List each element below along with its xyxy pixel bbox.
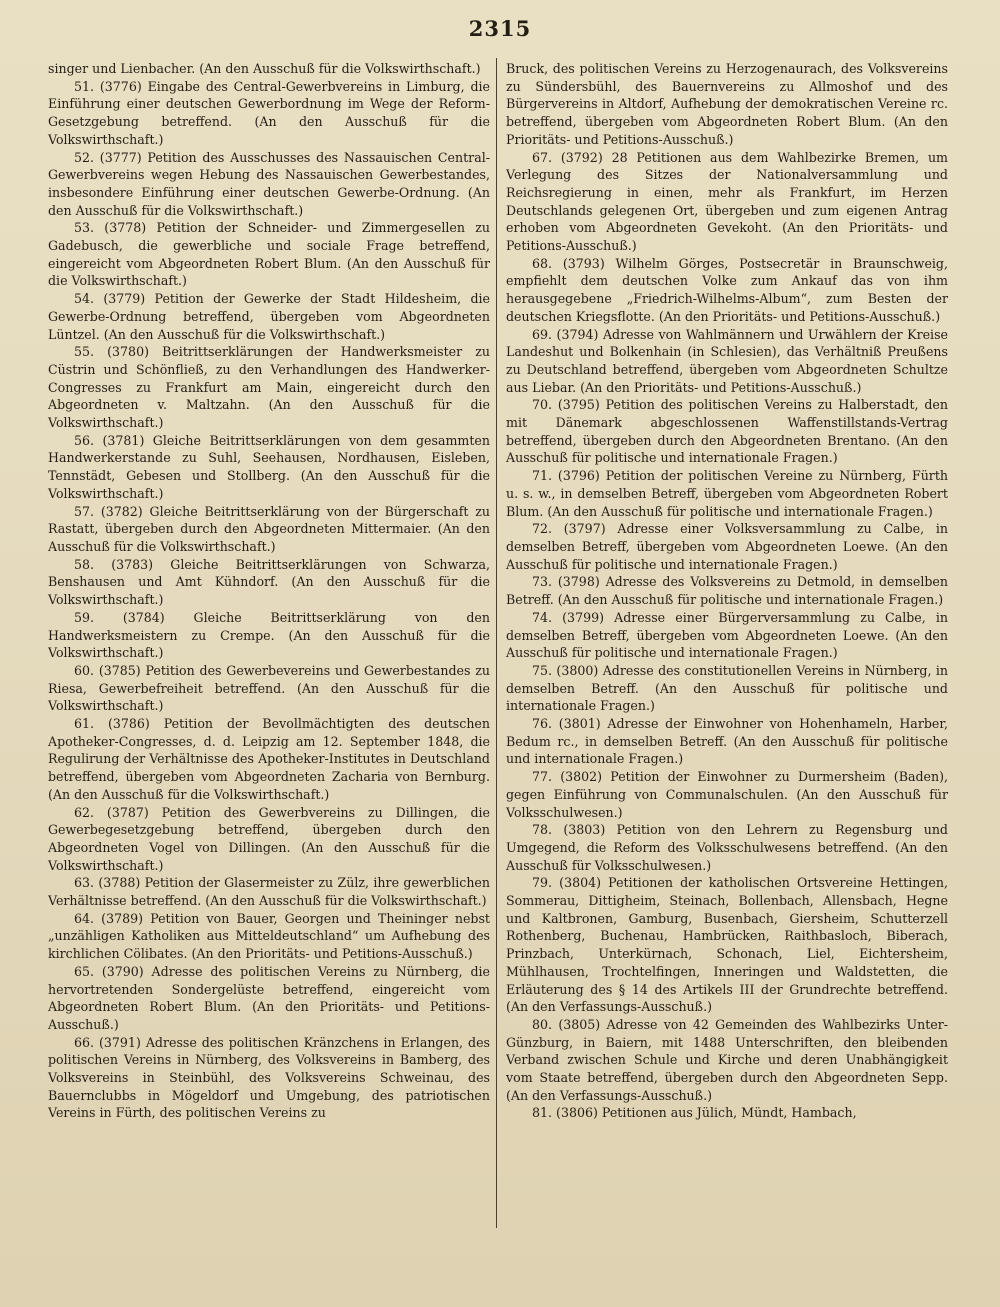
entry-paragraph: 67. (3792) 28 Petitionen aus dem Wahlbezirke Bremen, um Verlegung des Sitzes der Nationalversammlung und Reichsregierung in einen, mehr als Frankfurt, im Herzen Deutschlands gelegenen Ort, übergeben und zum eigenen Antrag erhoben vom Abgeordneten Gevekoht. (An den Prioritäts- und Petitions-Ausschuß.) xyxy=(506,149,948,254)
entry-paragraph: 72. (3797) Adresse einer Volksversammlung zu Calbe, in demselben Betreff, übergeben vom Abgeordneten Loewe. (An den Ausschuß für politische und internationale Fragen.) xyxy=(506,521,948,572)
right-column xyxy=(506,60,948,1122)
entry-paragraph: 71. (3796) Petition der politischen Vereine zu Nürnberg, Fürth u. s. w., in demselben Betreff, übergeben vom Abgeordneten Robert Blum. (An den Ausschuß für politische und internationale Fragen.) xyxy=(506,468,948,519)
entry-paragraph: 75. (3800) Adresse des constitutionellen Vereins in Nürnberg, in demselben Betreff. (An den Ausschuß für politische und internationale Fragen.) xyxy=(506,662,948,714)
entry-paragraph: 66. (3791) Adresse des politischen Kränzchens in Erlangen, des politischen Vereins in Nürnberg, des Volksvereins in Bamberg, des Volksvereins in Steinbühl, des Volksvereins Schweinau, des Bauernclubbs in Mögeldorf und Umgebung, des patriotischen Vereins in Fürth, des politischen Vereins zu xyxy=(48,1034,490,1121)
entry-paragraph: 81. (3806) Petitionen aus Jülich, Mündt, Hambach, xyxy=(532,1105,857,1121)
entry-paragraph: 58. (3783) Gleiche Beitrittserklärungen von Schwarza, Benshausen und Amt Kühndorf. (An den Ausschuß für die Volkswirthschaft.) xyxy=(48,556,490,608)
entry-paragraph: 60. (3785) Petition des Gewerbevereins und Gewerbestandes zu Riesa, Gewerbefreiheit betreffend. (An den Ausschuß für die Volkswirthschaft.) xyxy=(48,662,490,714)
left-column xyxy=(48,60,490,1122)
entry-paragraph: 59. (3784) Gleiche Beitrittserklärung von den Handwerksmeistern zu Crempe. (An den Ausschuß für die Volkswirthschaft.) xyxy=(48,609,490,661)
entry-paragraph: 76. (3801) Adresse der Einwohner von Hohenhameln, Harber, Bedum rc., in demselben Betreff. (An den Ausschuß für politische und internationale Fragen.) xyxy=(506,716,948,767)
entry-paragraph: 79. (3804) Petitionen der katholischen Ortsvereine Hettingen, Sommerau, Dittigheim, Steinach, Bollenbach, Allensbach, Hegne und Kaltbronen, Gamburg, Busenbach, Giersheim, Schutterzell Rothenberg, Buchenau, Hambrücken, Raithbasloch, Biberach, Prinzbach, Unterkürnach, Schonach, Liel, Eichtersheim, Mühlhausen, Trochtelfingen, Inneringen und Waldstetten, die Erläuterung des § 14 des Artikels III der Grundrechte betreffend. (An den Verfassungs-Ausschuß.) xyxy=(506,875,948,1015)
entry-paragraph: 65. (3790) Adresse des politischen Vereins zu Nürnberg, die hervortretenden Sondergelüste betreffend, eingereicht vom Abgeordneten Robert Blum. (An den Prioritäts- und Petitions-Ausschuß.) xyxy=(48,963,490,1032)
entry-paragraph: 53. (3778) Petition der Schneider- und Zimmergesellen zu Gadebusch, die gewerbliche und sociale Frage betreffend, eingereicht vom Abgeordneten Robert Blum. (An den Ausschuß für die Volkswirthschaft.) xyxy=(48,220,490,289)
entry-paragraph: Bruck, des politischen Vereins zu Herzogenaurach, des Volksvereins zu Sündersbühl, des Bauernvereins zu Allmoshof und des Bürgervereins in Altdorf, Aufhebung der demokratischen Vereine rc. betreffend, übergeben vom Abgeordneten Robert Blum. (An den Prioritäts- und Petitions-Ausschuß.) xyxy=(506,61,948,147)
entry-paragraph: 69. (3794) Adresse von Wahlmännern und Urwählern der Kreise Landeshut und Bolkenhain (in Schlesien), das Verhältniß Preußens zu Deutschland betreffend, übergeben vom Abgeordneten Schultze aus Liebar. (An den Prioritäts- und Petitions-Ausschuß.) xyxy=(506,326,948,395)
entry-paragraph: 55. (3780) Beitrittserklärungen der Handwerksmeister zu Cüstrin und Schönfließ, zu den Verhandlungen des Handwerker-Congresses zu Frankfurt am Main, eingereicht durch den Abgeordneten v. Maltzahn. (An den Ausschuß für die Volkswirthschaft.) xyxy=(48,344,490,431)
entry-paragraph: 61. (3786) Petition der Bevollmächtigten des deutschen Apotheker-Congresses, d. d. Leipzig am 12. September 1848, die Regulirung der Verhältnisse des Apotheker-Institutes in Deutschland betreffend, übergeben vom Abgeordneten Zacharia von Bernburg. (An den Ausschuß für die Volkswirthschaft.) xyxy=(48,716,490,802)
entry-paragraph: 56. (3781) Gleiche Beitrittserklärungen von dem gesammten Handwerkerstande zu Suhl, Seehausen, Nordhausen, Eisleben, Tennstädt, Gebesen und Stollberg. (An den Ausschuß für die Volkswirthschaft.) xyxy=(48,432,490,501)
entry-paragraph: 62. (3787) Petition des Gewerbvereins zu Dillingen, die Gewerbegesetzgebung betreffend, übergeben durch den Abgeordneten Vogel von Dillingen. (An den Ausschuß für die Volkswirthschaft.) xyxy=(48,804,490,873)
entry-paragraph: 57. (3782) Gleiche Beitrittserklärung von der Bürgerschaft zu Rastatt, übergeben durch den Abgeordneten Mittermaier. (An den Ausschuß für die Volkswirthschaft.) xyxy=(48,503,490,554)
entry-paragraph: 78. (3803) Petition von den Lehrern zu Regensburg und Umgegend, die Reform des Volksschulwesens betreffend. (An den Ausschuß für Volksschulwesen.) xyxy=(506,822,948,873)
entry-paragraph: 77. (3802) Petition der Einwohner zu Durmersheim (Baden), gegen Einführung von Communalschulen. (An den Ausschuß für Volksschulwesen.) xyxy=(506,769,948,820)
entry-paragraph: 63. (3788) Petition der Glasermeister zu Zülz, ihre gewerblichen Verhältnisse betreffend. (An den Ausschuß für die Volkswirthschaft.) xyxy=(48,875,490,909)
entry-paragraph: 68. (3793) Wilhelm Görges, Postsecretär in Braunschweig, empfiehlt dem deutschen Volke zum Ankauf das von ihm herausgegebene „Friedrich-Wilhelms-Album“, zum Besten der deutschen Kriegsflotte. (An den Prioritäts- und Petitions-Ausschuß.) xyxy=(506,255,948,324)
entry-paragraph: 51. (3776) Eingabe des Central-Gewerbvereins in Limburg, die Einführung einer deutschen Gewerbordnung im Wege der Reform-Gesetzgebung betreffend. (An den Ausschuß für die Volkswirthschaft.) xyxy=(48,78,490,147)
entry-paragraph: 73. (3798) Adresse des Volksvereins zu Detmold, in demselben Betreff. (An den Ausschuß für politische und internationale Fragen.) xyxy=(506,574,948,608)
entry-paragraph: 54. (3779) Petition der Gewerke der Stadt Hildesheim, die Gewerbe-Ordnung betreffend, übergeben vom Abgeordneten Lüntzel. (An den Ausschuß für die Volkswirthschaft.) xyxy=(48,291,490,342)
entry-paragraph: 70. (3795) Petition des politischen Vereins zu Halberstadt, den mit Dänemark abgeschlossenen Waffenstillstands-Vertrag betreffend, übergeben durch den Abgeordneten Brentano. (An den Ausschuß für politische und internationale Fragen.) xyxy=(506,397,948,466)
page-number: 2315 xyxy=(468,16,532,41)
entry-paragraph: singer und Lienbacher. (An den Ausschuß für die Volkswirthschaft.) xyxy=(48,61,481,76)
column-divider xyxy=(496,58,497,1228)
entry-paragraph: 52. (3777) Petition des Ausschusses des Nassauischen Central-Gewerbvereins wegen Hebung des Nassauischen Gewerbestandes, insbesondere Einführung einer deutschen Gewerbe-Ordnung. (An den Ausschuß für die Volkswirthschaft.) xyxy=(48,149,490,218)
entry-paragraph: 64. (3789) Petition von Bauer, Georgen und Theininger nebst „unzähligen Katholiken aus Mitteldeutschland“ um Aufhebung des kirchlichen Cölibates. (An den Prioritäts- und Petitions-Ausschuß.) xyxy=(48,910,490,962)
entry-paragraph: 80. (3805) Adresse von 42 Gemeinden des Wahlbezirks Unter-Günzburg, in Baiern, mit 1488 Unterschriften, den bleibenden Verband zwischen Schule und Kirche und deren Unabhängigkeit vom Staate betreffend, übergeben durch den Abgeordneten Sepp. (An den Verfassungs-Ausschuß.) xyxy=(506,1016,948,1103)
entry-paragraph: 74. (3799) Adresse einer Bürgerversammlung zu Calbe, in demselben Betreff, übergeben vom Abgeordneten Loewe. (An den Ausschuß für politische und internationale Fragen.) xyxy=(506,609,948,661)
